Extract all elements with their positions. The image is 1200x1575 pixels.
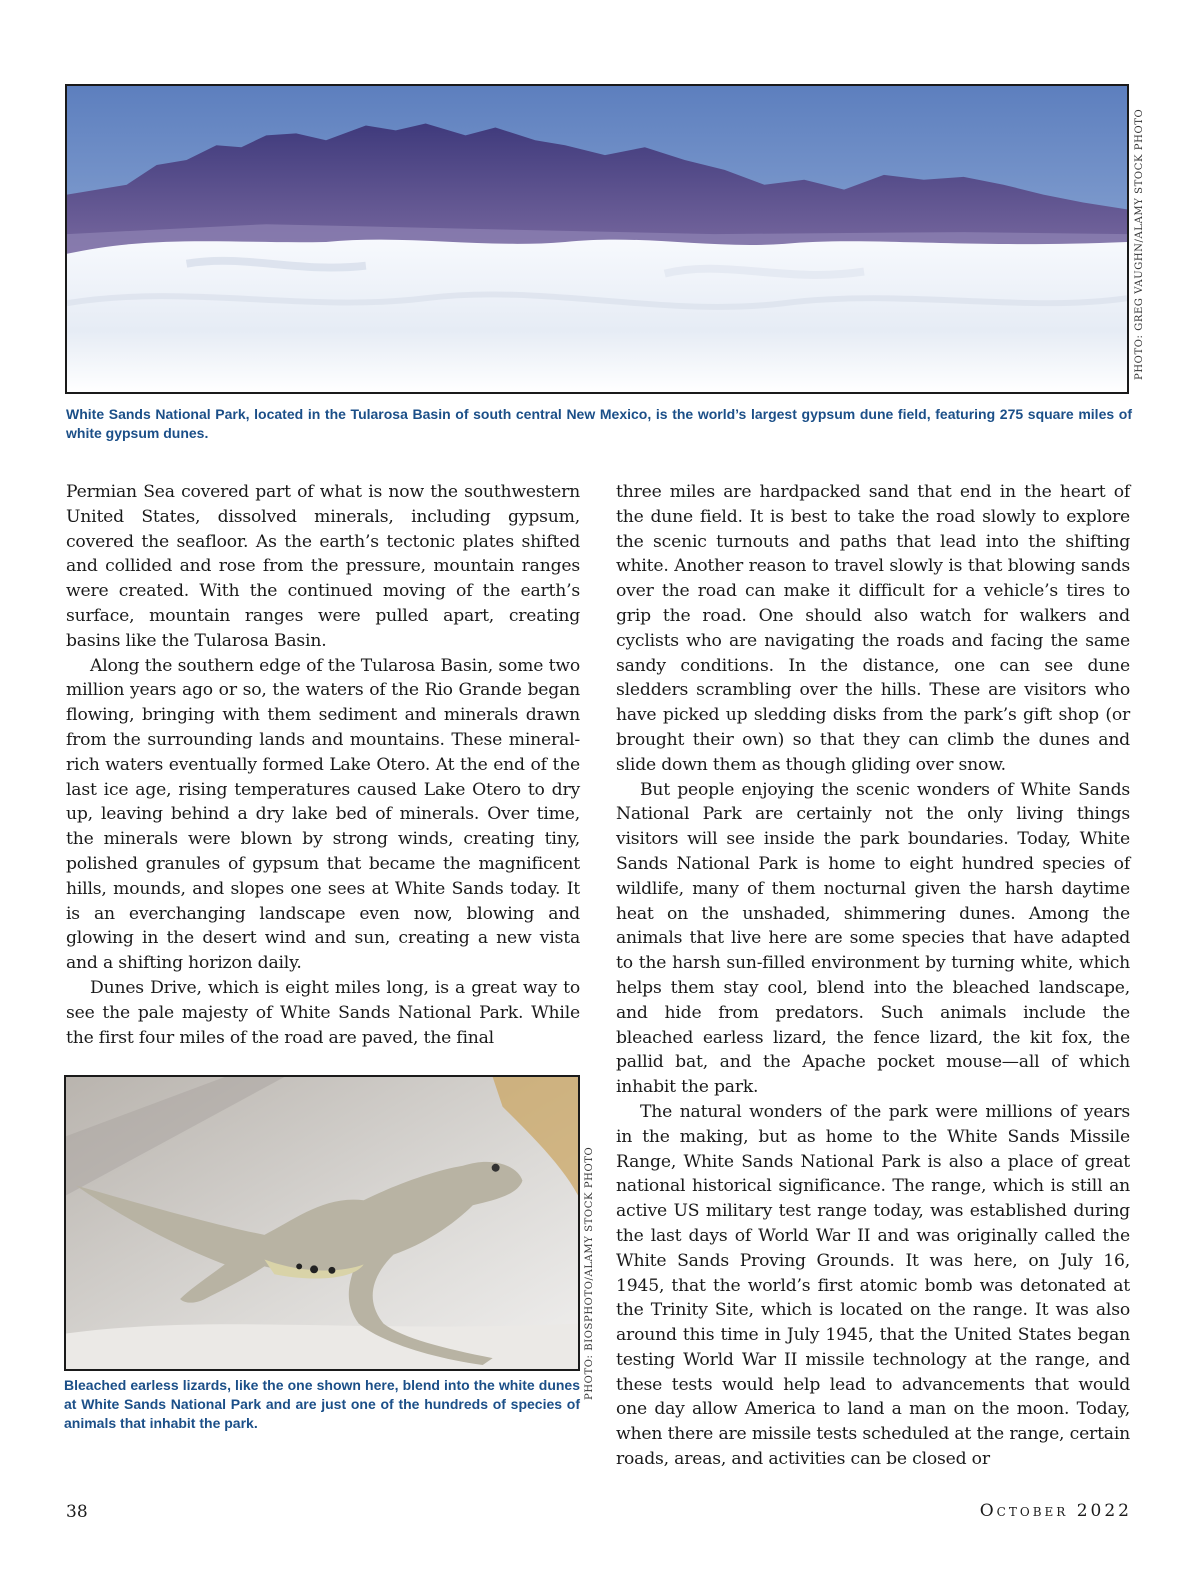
article-left-column [66, 480, 580, 1050]
lizard-image [66, 1077, 578, 1369]
lizard-photo-credit: PHOTO: BIOSPHOTO/ALAMY STOCK PHOTO [584, 1146, 595, 1400]
paragraph: three miles are hardpacked sand that end in the heart of the dune field. It is best to take the road slowly to explore the scenic turnouts and paths that lead into the shifting white. Another reason to travel slowly is that blowing sands over the road can make it difficult for a vehicle’s tires to grip the road. One should also watch for walkers and cyclists who are navigating the roads and facing the same sandy conditions. In the distance, one can see dune sledders scrambling over the hills. These are visitors who have picked up sledding disks from the park’s gift shop (or brought their own) so that they can climb the dunes and slide down them as though gliding over snow. [616, 482, 1130, 775]
hero-photo-credit: PHOTO: GREG VAUGHN/ALAMY STOCK PHOTO [1134, 108, 1145, 380]
paragraph: The natural wonders of the park were millions of years in the making, but as home to the White Sands Missile Range, White Sands National Park is also a place of great national historical significance. The range, which is still an active US military test range today, was established during the last days of World War II and was originally called the White Sands Proving Grounds. It was here, on July 16, 1945, that the world’s first atomic bomb was detonated at the Trinity Site, which is located on the range. It was also around this time in July 1945, that the United States began testing World War II missile technology at the range, and these tests would help lead to advancements that would one day allow America to land a man on the moon. Today, when there are missile tests scheduled at the range, certain roads, areas, and activities can be closed or [616, 1101, 1130, 1470]
hero-photo [65, 84, 1129, 394]
hero-caption: White Sands National Park, located in the Tularosa Basin of south central New Mexico, is the world’s largest gypsum dune field, featuring 275 square miles of white gypsum dunes. [66, 406, 1132, 441]
issue-date [940, 1501, 1132, 1521]
paragraph: Along the southern edge of the Tularosa Basin, some two million years ago or so, the waters of the Rio Grande began flowing, bringing with them sediment and minerals drawn from the surrounding lands and mountains. These mineral-rich waters eventually formed Lake Otero. At the end of the last ice age, rising temperatures caused Lake Otero to dry up, leaving behind a dry lake bed of minerals. Over time, the minerals were blown by strong winds, creating tiny, polished granules of gypsum that became the magnificent hills, mounds, and slopes one sees at White Sands today. It is an everchanging landscape even now, blowing and glowing in the desert wind and sun, creating a new vista and a shifting horizon daily. [66, 655, 580, 974]
lizard-caption: Bleached earless lizards, like the one shown here, blend into the white dunes at White Sands National Park and are just one of the hundreds of species of animals that inhabit the park. [64, 1377, 580, 1431]
paragraph: Dunes Drive, which is eight miles long, is a great way to see the pale majesty of White Sands National Park. While the first four miles of the road are paved, the final [66, 977, 580, 1048]
dunes-landscape-image [67, 86, 1127, 392]
issue-date-text: October 2022 [979, 1501, 1132, 1521]
page-number: 38 [66, 1502, 88, 1522]
paragraph: But people enjoying the scenic wonders of White Sands National Park are certainly not the only living things visitors will see inside the park boundaries. Today, White Sands National Park is home to eight hundred species of wildlife, many of them nocturnal given the harsh daytime heat on the unshaded, shimmering dunes. Among the animals that live here are some species that have adapted to the harsh sun-filled environment by turning white, which helps them stay cool, blend into the bleached landscape, and hide from predators. Such animals include the bleached earless lizard, the fence lizard, the kit fox, the pallid bat, and the Apache pocket mouse—all of which inhabit the park. [616, 779, 1130, 1098]
article-right-column [616, 480, 1130, 1472]
lizard-photo [64, 1075, 580, 1371]
paragraph: Permian Sea covered part of what is now the southwestern United States, dissolved minerals, including gypsum, covered the seafloor. As the earth’s tectonic plates shifted and collided and rose from the pressure, mountain ranges were created. With the continued moving of the earth’s surface, mountain ranges were pulled apart, creating basins like the Tularosa Basin. [66, 482, 580, 651]
